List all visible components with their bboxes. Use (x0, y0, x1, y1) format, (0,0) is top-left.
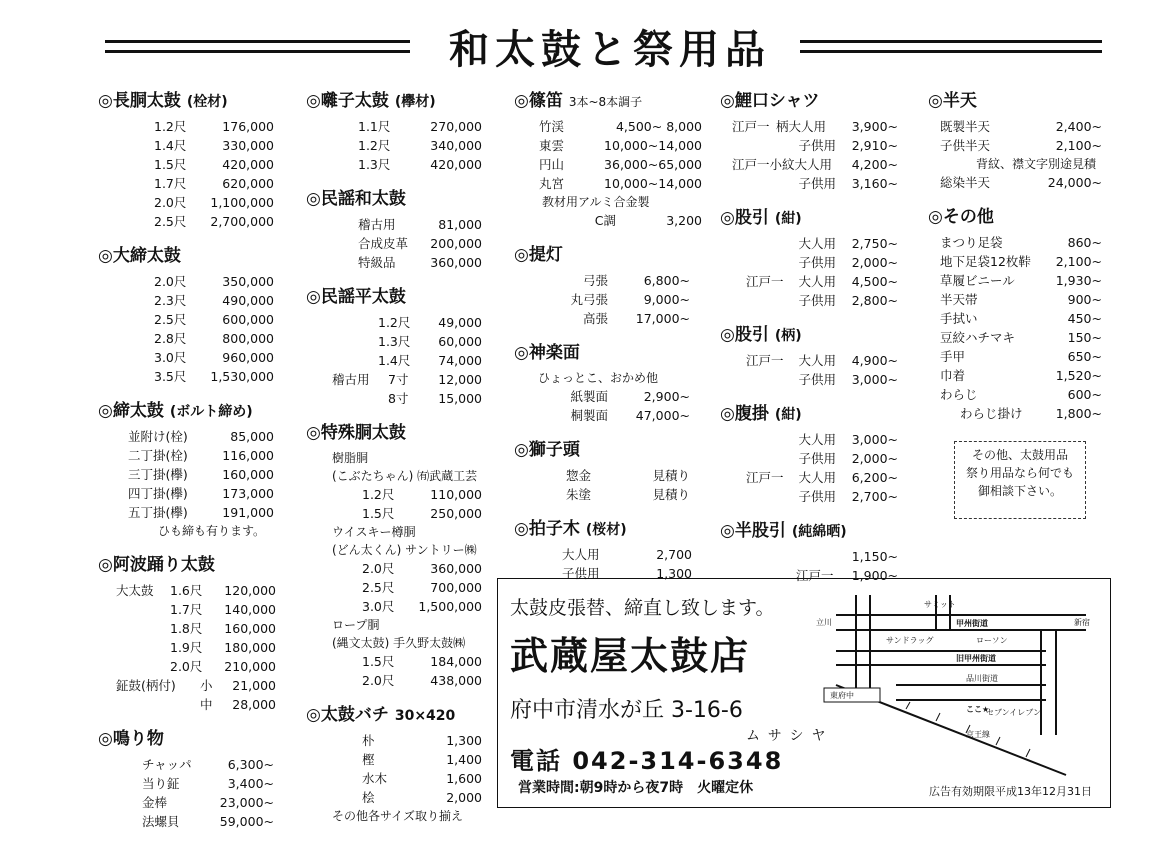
price-row: 三丁掛(欅) 160,000 (128, 467, 274, 482)
price-row: 1.5尺 184,000 (362, 654, 482, 669)
consult-note-box: その他、太鼓用品 祭り用品なら何でも 御相談下さい。 (954, 441, 1086, 519)
price-row: 1.2尺 340,000 (358, 138, 482, 153)
price-row: 既製半天 2,400~ (940, 119, 1102, 134)
section-heading: ◎鳴り物 (98, 729, 164, 749)
title-rule-right (800, 40, 1102, 43)
price-row: 二丁掛(栓) 116,000 (128, 448, 274, 463)
price-row: 当り鉦 3,400~ (142, 776, 274, 791)
price-row: 2.0尺 360,000 (362, 561, 482, 576)
price-row: 稽古用 81,000 (358, 217, 482, 232)
price-row: 特級品 360,000 (358, 255, 482, 270)
note: 樹脂胴 (332, 451, 369, 465)
rail-tick (1026, 749, 1030, 757)
price-row: 2.0尺 210,000 (170, 659, 276, 674)
map-label: サミット (924, 600, 956, 609)
section-heading: ◎太鼓バチ 30×420 (306, 705, 456, 725)
price-row: 1.5尺 250,000 (362, 506, 482, 521)
section-heading: ◎神楽面 (514, 343, 580, 363)
price-row: 江戸一 1,900~ (796, 568, 898, 583)
title-rule-left (105, 40, 410, 43)
price-row: 3.0尺 1,500,000 (362, 599, 482, 614)
price-row: 丸宮 10,000~14,000 (538, 176, 702, 191)
price-row: 1.3尺 420,000 (358, 157, 482, 172)
price-row: 1,150~ (851, 549, 898, 564)
map-label: 品川街道 (966, 674, 998, 683)
price-row: わらじ掛け 1,800~ (960, 406, 1102, 421)
price-row: 2.0尺 350,000 (154, 274, 274, 289)
price-row: 手拭い 450~ (940, 311, 1102, 326)
section-heading: ◎半天 (928, 91, 977, 111)
price-row: 1.8尺 160,000 (170, 621, 276, 636)
price-row: 子供用 3,000~ (798, 372, 898, 387)
page-title: 和太鼓と祭用品 (449, 26, 771, 73)
price-row: 8寸 15,000 (388, 391, 482, 406)
price-row: 江戸一 大人用 4,500~ (746, 274, 898, 289)
price-row: 1.7尺 140,000 (170, 602, 276, 617)
section-heading: ◎大締太鼓 (98, 246, 181, 266)
shop-name: 武蔵屋太鼓店 (510, 633, 751, 678)
price-row: 草履ビニール 1,930~ (940, 273, 1102, 288)
section-heading: ◎提灯 (514, 245, 563, 265)
price-row: 朴 1,300 (362, 733, 482, 748)
price-row: 東雲 10,000~14,000 (538, 138, 702, 153)
shop-tel: 電話 042-314-6348 (510, 747, 784, 775)
price-row: 1.3尺 60,000 (378, 334, 482, 349)
price-row: 五丁掛(欅) 191,000 (128, 505, 274, 520)
price-row: 子供用 2,000~ (798, 451, 898, 466)
price-row: 惣金 見積り (566, 468, 690, 483)
price-row: 子供用 1,300 (562, 566, 692, 581)
price-row: 子供用 2,910~ (798, 138, 898, 153)
price-row: チャッパ 6,300~ (142, 757, 274, 772)
price-row: 合成皮革 200,000 (358, 236, 482, 251)
section-heading: ◎締太鼓 (ボルト締め) (98, 401, 253, 421)
price-row: 並附け(栓) 85,000 (128, 429, 274, 444)
price-row: 2.0尺 438,000 (362, 673, 482, 688)
price-row: 地下足袋12枚鞐 2,100~ (940, 254, 1102, 269)
note: ひも締も有ります。 (158, 524, 266, 538)
note: ロープ胴 (332, 618, 380, 632)
price-row: 2.3尺 490,000 (154, 293, 274, 308)
map-label: 東府中 (830, 691, 854, 700)
price-row: 江戸一 大人用 4,900~ (746, 353, 898, 368)
note: (縄文太鼓) 手久野太鼓㈱ (332, 636, 466, 650)
price-row: 2.0尺 1,100,000 (154, 195, 274, 210)
note: ひょっとこ、おかめ他 (538, 371, 659, 385)
price-row: 桐製面 47,000~ (570, 408, 690, 423)
price-row: 3.0尺 960,000 (154, 350, 274, 365)
section-heading: ◎その他 (928, 207, 994, 227)
price-row: 竹渓 4,500~ 8,000 (538, 119, 702, 134)
note: 教材用アルミ合金製 (542, 195, 650, 209)
column-1 (98, 86, 288, 831)
note: ウイスキー樽胴 (332, 525, 416, 539)
section-heading: ◎民謡平太鼓 (306, 287, 406, 307)
column-4 (720, 86, 920, 585)
price-row: 1.1尺 270,000 (358, 119, 482, 134)
price-row: 江戸一 柄大人用 3,900~ (732, 119, 898, 134)
note: (どん太くん) サントリー㈱ (332, 543, 477, 557)
map-label: 甲州街道 (956, 619, 988, 628)
price-row: 2.5尺 2,700,000 (154, 214, 274, 229)
section-heading: ◎民謡和太鼓 (306, 189, 406, 209)
price-row: 金棒 23,000~ (142, 795, 274, 810)
price-row: 中 28,000 (200, 697, 276, 712)
price-row: 樫 1,400 (362, 752, 482, 767)
price-row: 円山 36,000~65,000 (538, 157, 702, 172)
price-row: 子供用 3,160~ (798, 176, 898, 191)
price-row: 3.5尺 1,530,000 (154, 369, 274, 384)
price-row: 子供半天 2,100~ (940, 138, 1102, 153)
price-row: 1.5尺 420,000 (154, 157, 274, 172)
price-row: 丸弓張 9,000~ (570, 292, 690, 307)
price-row: 弓張 6,800~ (582, 273, 690, 288)
price-row: まつり足袋 860~ (940, 235, 1102, 250)
price-row: 1.2尺 110,000 (362, 487, 482, 502)
price-row: 鉦鼓(柄付) 小 21,000 (116, 678, 276, 693)
rail-tick (906, 702, 910, 709)
price-row: わらじ 600~ (940, 387, 1102, 402)
price-row: 2.8尺 800,000 (154, 331, 274, 346)
title-rule-left-2 (105, 50, 410, 53)
map-label: 京王線 (966, 730, 990, 739)
price-row: 桧 2,000 (362, 790, 482, 805)
map-label: セブンイレブン (986, 708, 1041, 717)
section-heading: ◎長胴太鼓 (栓材) (98, 91, 228, 111)
section-heading: ◎腹掛 (紺) (720, 404, 802, 424)
price-row: 1.4尺 74,000 (378, 353, 482, 368)
price-row: 1.9尺 180,000 (170, 640, 276, 655)
price-row: 大人用 3,000~ (798, 432, 898, 447)
service-note: 太鼓皮張替、締直し致します。 (510, 597, 775, 619)
price-row: 豆絞ハチマキ 150~ (940, 330, 1102, 345)
map-label: サンドラッグ (886, 636, 934, 645)
section-heading: ◎拍子木 (桜材) (514, 519, 627, 539)
map-label: 立川 (816, 618, 832, 627)
map-label: 新宿 (1074, 618, 1090, 627)
price-row: 巾着 1,520~ (940, 368, 1102, 383)
price-row: 2.5尺 700,000 (362, 580, 482, 595)
note: 背紋、襟文字別途見積 (976, 157, 1097, 171)
section-heading: ◎獅子頭 (514, 440, 580, 460)
price-row: 江戸一 大人用 6,200~ (746, 470, 898, 485)
section-heading: ◎股引 (柄) (720, 325, 802, 345)
price-row: 大太鼓 1.6尺 120,000 (116, 583, 276, 598)
shop-hours: 営業時間:朝9時から夜7時 火曜定休 (518, 780, 754, 796)
note: (こぶたちゃん) ㈲武蔵工芸 (332, 469, 478, 483)
price-row: 江戸一小紋大人用 4,200~ (732, 157, 898, 172)
price-row: 高張 17,000~ (582, 311, 690, 326)
column-5 (928, 86, 1108, 423)
tel-kana: ムサシヤ (746, 728, 834, 744)
section-heading: ◎囃子太鼓 (欅材) (306, 91, 436, 111)
section-heading: ◎阿波踊り太鼓 (98, 555, 215, 575)
section-heading: ◎特殊胴太鼓 (306, 423, 406, 443)
price-row: 半天帯 900~ (940, 292, 1102, 307)
price-row: 稽古用 7寸 12,000 (332, 372, 482, 387)
price-row: 子供用 2,000~ (798, 255, 898, 270)
rail-tick (936, 713, 940, 721)
price-row: 大人用 2,750~ (798, 236, 898, 251)
price-row: 大人用 2,700 (562, 547, 692, 562)
map-label: 旧甲州街道 (956, 654, 996, 663)
section-heading: ◎股引 (紺) (720, 208, 802, 228)
section-heading: ◎鯉口シャツ (720, 91, 820, 111)
price-row: 水木 1,600 (362, 771, 482, 786)
title-rule-right-2 (800, 50, 1102, 53)
note: その他各サイズ取り揃え (332, 809, 464, 823)
column-3 (514, 86, 704, 583)
price-row: 1.4尺 330,000 (154, 138, 274, 153)
shop-address: 府中市清水が丘 3-16-6 (510, 698, 743, 723)
price-row: 1.2尺 49,000 (378, 315, 482, 330)
location-map (816, 585, 1106, 797)
price-row: 朱塗 見積り (566, 487, 690, 502)
column-2 (306, 86, 496, 825)
rail-tick (996, 737, 1000, 745)
price-row: 子供用 2,700~ (798, 489, 898, 504)
shop-info-box (497, 578, 1111, 808)
price-row: 総染半天 24,000~ (940, 175, 1102, 190)
price-row: 2.5尺 600,000 (154, 312, 274, 327)
price-row: 手甲 650~ (940, 349, 1102, 364)
price-row: 法螺貝 59,000~ (142, 814, 274, 829)
price-row: 1.7尺 620,000 (154, 176, 274, 191)
section-heading: ◎半股引 (純綿晒) (720, 521, 847, 541)
section-heading: ◎篠笛 3本~8本調子 (514, 91, 643, 111)
map-label: ローソン (976, 636, 1008, 645)
price-row: 紙製面 2,900~ (570, 389, 690, 404)
validity-note: 広告有効期限平成13年12月31日 (929, 785, 1092, 798)
price-row: 1.2尺 176,000 (154, 119, 274, 134)
map-label: ここ★ (966, 705, 990, 714)
price-row: C調 3,200 (594, 213, 702, 228)
price-row: 子供用 2,800~ (798, 293, 898, 308)
price-row: 四丁掛(欅) 173,000 (128, 486, 274, 501)
